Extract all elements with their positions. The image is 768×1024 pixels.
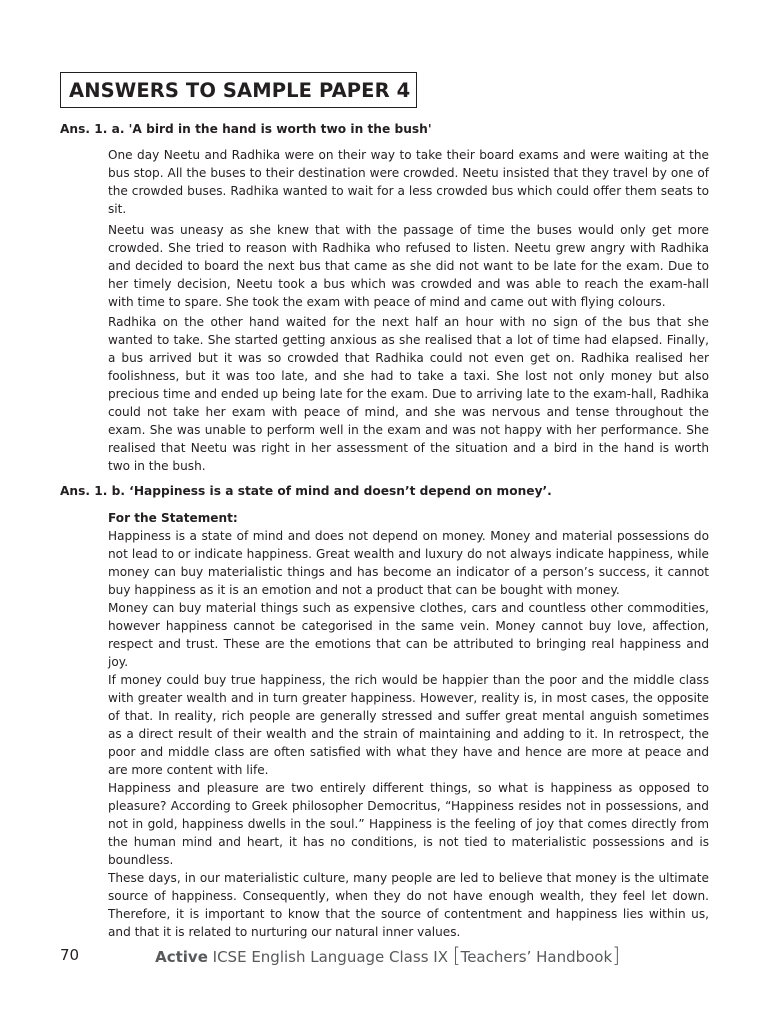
paragraph: Neetu was uneasy as she knew that with the passage of time the buses would only get more crowded. She tried to reason with Radhika who refused to listen. Neetu grew angry with Radhika and decided to board the next bus that came as she did not want to be late for the exam. Due to her timely decision, Neetu took a bus which was crowded and was able to reach the exam-hall with time to spare. She took the exam with peace of mind and came out with flying colours. <box>108 222 709 309</box>
answer-1b-heading: Ans. 1. b. ‘Happiness is a state of mind and doesn’t depend on money’. <box>60 484 552 498</box>
paragraph: Happiness is a state of mind and does not depend on money. Money and material possessions do not lead to or indicate happiness. Great wealth and luxury do not always indicate happiness, while money can buy materialistic things and has become an indicator of a person’s success, it cannot buy happiness as it is an emotion and not a product that can be bought with money. <box>108 529 709 597</box>
page-number: 70 <box>60 946 80 964</box>
page-title: ANSWERS TO SAMPLE PAPER 4 <box>69 79 411 102</box>
answer-1b-body <box>108 509 709 941</box>
answer-1a-body <box>108 146 709 475</box>
paragraph: Money can buy material things such as expensive clothes, cars and countless other commodities, however happiness cannot be categorised in the same vein. Money cannot buy love, affection, respect and trust. These are the emotions that can be attributed to bringing real happiness and joy. <box>108 601 709 669</box>
paragraph: Radhika on the other hand waited for the next half an hour with no sign of the bus that she wanted to take. She started getting anxious as she realised that a lot of time had elapsed. Finally, a bus arrived but it was so crowded that Radhika could not even get on. Radhika realised her foolishness, but it was too late, and she had to take a taxi. She lost not only money but also precious time and ended up being late for the exam. Due to arriving late to the exam-hall, Radhika could not take her exam with peace of mind, and she was nervous and tense throughout the exam. She was unable to perform well in the exam and was not happy with her performance. She realised that Neetu was right in her assessment of the situation and a bird in the hand is worth two in the bush. <box>108 315 709 473</box>
paragraph: One day Neetu and Radhika were on their way to take their board exams and were waiting at the bus stop. All the buses to their destination were crowded. Neetu insisted that they travel by one of the crowded buses. Radhika wanted to wait for a less crowded bus which could offer them seats to sit. <box>108 148 709 216</box>
bracket-open: [ <box>452 943 461 967</box>
page-footer <box>60 944 620 966</box>
statement-subheading: For the Statement: <box>108 511 238 525</box>
bracket-close: ] <box>612 943 620 967</box>
handbook-label: Teachers’ Handbook <box>460 948 613 966</box>
answer-1a-heading: Ans. 1. a. 'A bird in the hand is worth two in the bush' <box>60 122 432 136</box>
page-title-box <box>60 72 417 108</box>
paragraph: These days, in our materialistic culture, many people are led to believe that money is the ultimate source of happiness. Consequently, when they do not have enough wealth, they feel let down. Therefore, it is important to know that the source of contentment and happiness lies within us, and that it is related to nurturing our natural inner values. <box>108 871 709 939</box>
book-title <box>155 944 620 968</box>
brand-series: ICSE English Language Class IX <box>212 948 448 966</box>
paragraph: Happiness and pleasure are two entirely different things, so what is happiness as opposed to pleasure? According to Greek philosopher Democritus, “Happiness resides not in possessions, and not in gold, happiness dwells in the soul.” Happiness is the feeling of joy that comes directly from the human mind and heart, it has no conditions, is not tied to materialistic possessions and is boundless. <box>108 781 709 867</box>
paragraph: If money could buy true happiness, the rich would be happier than the poor and the middle class with greater wealth and in turn greater happiness. However, reality is, in most cases, the opposite of that. In reality, rich people are generally stressed and suffer great mental anguish sometimes as a direct result of their wealth and the strain of maintaining and adding to it. In retrospect, the poor and middle class are often satisfied with what they have and hence are more at peace and are more content with life. <box>108 673 709 777</box>
brand-active: Active <box>155 948 208 966</box>
